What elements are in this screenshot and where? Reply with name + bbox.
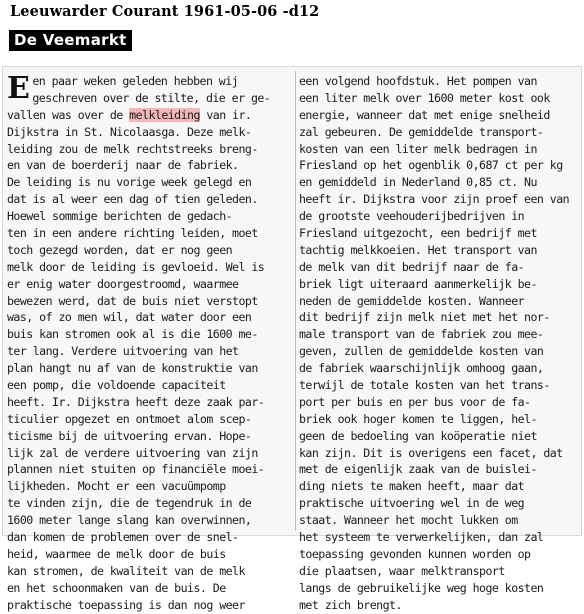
article-left-line: leiding zou de melk rechtstreeks breng-	[7, 141, 258, 156]
article-left-line: een pomp, die voldoende capaciteit	[7, 378, 226, 393]
article-left-line: heeft. Ir. Dijkstra heeft deze zaak par-	[7, 394, 265, 409]
article-left-line: ticulier opgezet en ontmoet alom scep-	[7, 411, 252, 426]
article-left-line: praktische toepassing is dan nog weer	[7, 597, 245, 612]
article-left-line: melk door de leiding is gevloeid. Wel is	[7, 259, 265, 274]
article-left-line: toch gezegd worden, dat er nog geen	[7, 242, 233, 257]
article-right-line: toepassing gevonden kunnen worden op	[299, 546, 531, 561]
article-right-line: heeft ir. Dijkstra voor zijn proef een van	[299, 192, 570, 207]
article-left-line: Hoewel sommige berichten de gedach-	[7, 209, 233, 224]
article-right-line: terwijl de totale kosten van het trans-	[299, 378, 550, 393]
article-right-line: met de eigenlijk zaak van de buislei-	[299, 462, 537, 477]
article-left-line: buis kan stromen ook al is die 1600 me-	[7, 327, 258, 342]
article-right-line: briek ligt uiteraard aanmerkelijk be-	[299, 276, 537, 291]
article-right-line: geen de bedoeling van koöperatie niet	[299, 428, 537, 443]
article-right-line: een liter melk over 1600 meter kost ook	[299, 90, 550, 105]
article-right-line: kosten van een liter melk bedragen in	[299, 141, 537, 156]
article-left-line: dan komen de problemen over de snel-	[7, 530, 239, 545]
article-left-line: ter lang. Verdere uitvoering van het	[7, 344, 239, 359]
article-right-line: zal gebeuren. De gemiddelde transport-	[299, 124, 544, 139]
article-right-line: tachtig melkkoeien. Het transport van	[299, 242, 537, 257]
article-right-line: staat. Wanneer het mocht lukken om	[299, 513, 518, 528]
article-right-line: de melk van dit bedrijf naar de fa-	[299, 259, 525, 274]
article-right-line: kan zijn. Dit is overigens een facet, dat	[299, 445, 563, 460]
article-right-line: Friesland op het ogenblik 0,687 ct per kg	[299, 158, 563, 173]
article-left-line: geschreven over de stilte, die er ge-	[32, 90, 271, 105]
newspaper-clipping	[2, 66, 582, 612]
article-right-line: langs de gebruikelijke weg hoge kosten	[299, 580, 544, 595]
article-left-line: dat is al weer een dag of tien geleden.	[7, 192, 258, 207]
article-right-line: briek ook hoger komen te liggen, hel-	[299, 411, 537, 426]
article-left-line: en paar weken geleden hebben wij	[32, 74, 239, 88]
article-right-line: met zich brengt.	[299, 597, 402, 612]
article-right-line: ding niets te maken heeft, maar dat	[299, 479, 525, 494]
article-left-line: was, of zo men wil, dat water door een	[7, 310, 252, 325]
article-right-line: energie, wanneer dat met enige snelheid	[299, 107, 550, 122]
article-left-line: ten in een andere richting leiden, moet	[7, 226, 258, 241]
article-right-line: male transport van de fabriek zou mee-	[299, 327, 544, 342]
highlighted-keyword: melkleiding	[129, 107, 200, 122]
article-left-line: ticisme bij de uitvoering ervan. Hope-	[7, 428, 252, 443]
article-left-line: er enig water doorgestroomd, waarmee	[7, 276, 239, 291]
article-left-line: en van de boerderij naar de fabriek.	[7, 158, 239, 173]
article-left-line: en het schoonmaken van de buis. De	[7, 580, 226, 595]
article-left-line: kan stromen, de kwaliteit van de melk	[7, 563, 245, 578]
article-right-line: een volgend hoofdstuk. Het pompen van	[299, 74, 537, 88]
drop-cap: E	[7, 71, 30, 106]
newspaper-citation: Leeuwarder Courant 1961-05-06 -d12	[10, 3, 320, 20]
article-right-line: praktische uitvoering wel in de weg	[299, 496, 525, 511]
article-left-line: 1600 meter lange slang kan overwinnen,	[7, 513, 252, 528]
article-left-line: vallen was over de melkleiding van ir.	[7, 107, 252, 122]
article-right-line: de grootste veehouderijbedrijven in	[299, 209, 525, 224]
article-left-line: Dijkstra in St. Nicolaasga. Deze melk-	[7, 124, 252, 139]
article-right-line: Friesland uitgezocht, een bedrijf met	[299, 226, 537, 241]
article-left-line: lijk zal de verdere uitvoering van zijn	[7, 445, 258, 460]
article-left-line: plan hangt nu af van de konstruktie van	[7, 361, 258, 376]
article-left-column	[7, 73, 293, 614]
article-right-line: het systeem te verwerkelijken, dan zal	[299, 530, 544, 545]
article-left-line: heid, waarmee de melk door de buis	[7, 546, 226, 561]
article-right-column	[299, 73, 579, 614]
article-right-line: die plaatsen, waar melktransport	[299, 563, 505, 578]
article-right-line: en gemiddeld in Nederland 0,85 ct. Nu	[299, 175, 537, 190]
article-right-line: dit bedrijf zijn melk niet met het nor-	[299, 310, 550, 325]
article-right-line: neden de gemiddelde kosten. Wanneer	[299, 293, 525, 308]
section-banner: De Veemarkt	[9, 30, 132, 51]
article-right-line: port per buis en per bus voor de fa-	[299, 394, 531, 409]
column-divider	[295, 71, 296, 531]
article-right-line: geven, zullen de gemiddelde kosten van	[299, 344, 544, 359]
article-left-line: bewezen werd, dat de buis niet verstopt	[7, 293, 258, 308]
article-right-line: de fabriek waarschijnlijk omhoog gaan,	[299, 361, 544, 376]
article-left-line: plannen niet stuiten op financiële moei-	[7, 462, 265, 477]
article-left-line: De leiding is nu vorige week gelegd en	[7, 175, 252, 190]
article-left-line: te vinden zijn, die de tegendruk in de	[7, 496, 252, 511]
article-left-line: lijkheden. Mocht er een vacuümpomp	[7, 479, 226, 494]
